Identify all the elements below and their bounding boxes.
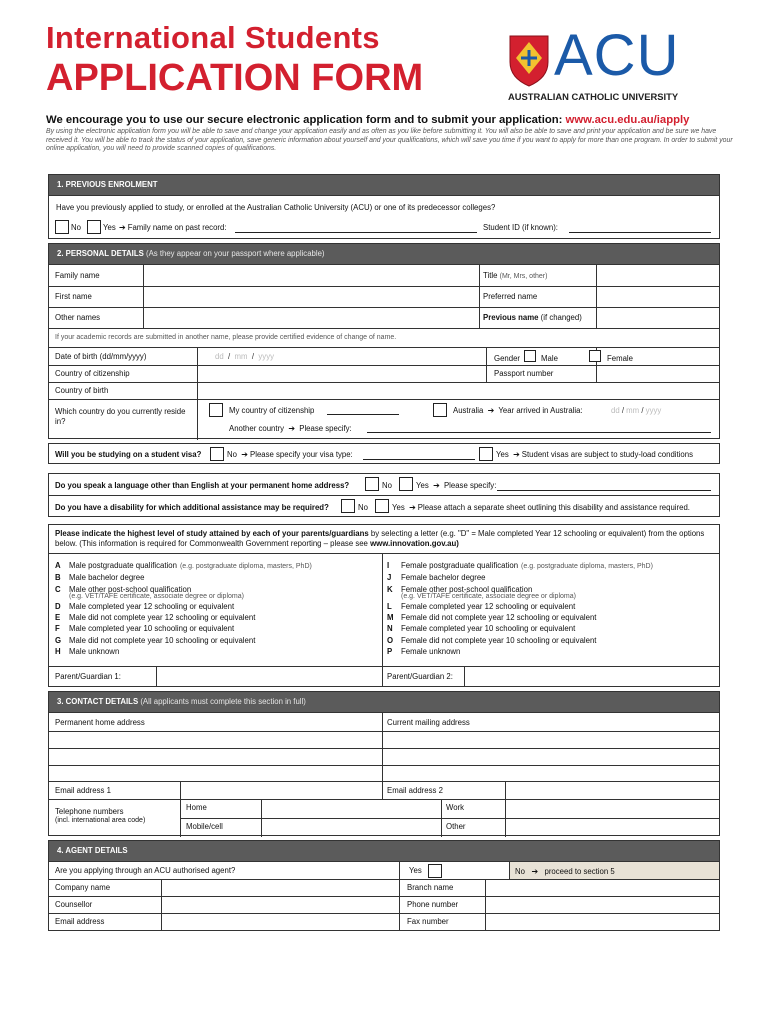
disability-no-label: No (358, 503, 368, 512)
citizenship-field[interactable] (199, 366, 485, 381)
female-option (387, 623, 713, 634)
first-name-label: First name (55, 292, 92, 301)
counsellor-field[interactable] (163, 897, 398, 912)
reside-australia-label: Australia ➔ Year arrived in Australia: (453, 406, 583, 415)
family-name-field[interactable] (145, 266, 478, 285)
telephone-label: Telephone numbers (55, 807, 124, 816)
male-option-text: Male other post-school qualification (69, 584, 192, 594)
reside-citizenship-field[interactable] (327, 414, 399, 415)
female-option-letter: I (387, 561, 390, 570)
parent2-field[interactable] (466, 667, 718, 685)
reside-question: Which country do you currently reside in? (55, 407, 186, 426)
female-option-letter: J (387, 573, 392, 583)
section1-body (48, 195, 720, 239)
language-specify-field[interactable] (497, 490, 711, 491)
section2-header (48, 243, 720, 265)
parents-url: www.innovation.gov.au) (370, 539, 459, 548)
dob-yyyy: yyyy (258, 352, 274, 361)
first-name-field[interactable] (145, 287, 478, 306)
reside-citizenship-checkbox[interactable] (209, 403, 223, 417)
disability-instructions: Please attach a separate sheet outlining this disability and assistance required. (417, 503, 690, 512)
family-name-past-record-label: ➔ Family name on past record: (119, 223, 227, 232)
female-option-text: Female unknown (401, 647, 461, 657)
section4-header (48, 840, 720, 862)
previous-name-text: Previous name (483, 313, 539, 322)
passport-label: Passport number (494, 369, 554, 378)
female-option-letter: O (387, 635, 394, 645)
another-country-label: Another country ➔ Please specify: (229, 424, 352, 433)
agent-email-label: Email address (55, 917, 105, 926)
female-option (387, 601, 713, 612)
home-phone-label: Home (186, 803, 207, 812)
female-option-letter: N (387, 624, 393, 634)
female-option-text: Female postgraduate qualification (401, 561, 519, 570)
visa-yes-checkbox[interactable] (479, 447, 493, 461)
encourage-text: We encourage you to use our secure electronic application form and to submit your application: (46, 114, 563, 126)
female-option-letter: K (387, 584, 393, 594)
language-no-checkbox[interactable] (365, 477, 379, 491)
visa-type-label: Please specify your visa type: (250, 450, 353, 459)
dob-field[interactable]: dd / mm / yyyy (215, 352, 274, 361)
records-note: If your academic records are submitted in another name, please provide certified evidence of change of name. (55, 334, 397, 341)
male-options-list (55, 560, 375, 657)
previous-name-hint: (if changed) (540, 313, 582, 322)
section1-header (48, 174, 720, 196)
male-option (55, 560, 375, 572)
other-phone-field[interactable] (507, 819, 718, 836)
visa-conditions-text: Student visas are subject to study-load conditions (521, 450, 693, 459)
year-arrived-label: Year arrived in Australia: (498, 406, 583, 415)
language-specify-label: Please specify: (443, 481, 497, 490)
gender-female-checkbox[interactable] (589, 350, 601, 362)
section1-yes-checkbox[interactable] (87, 220, 101, 234)
section1-no-checkbox[interactable] (55, 220, 69, 234)
language-yes-text: Yes (416, 481, 429, 490)
reside-citizenship-label: My country of citizenship (229, 406, 315, 415)
gender-female-label: Female (607, 354, 633, 363)
disability-yes-text: Yes (392, 503, 405, 512)
female-option (387, 560, 713, 572)
other-names-field[interactable] (145, 308, 478, 327)
male-option-text: Male completed year 12 schooling or equivalent (69, 601, 235, 611)
work-phone-field[interactable] (507, 800, 718, 817)
agent-email-field[interactable] (163, 914, 398, 929)
company-name-label: Company name (55, 883, 111, 892)
birth-country-label: Country of birth (55, 386, 109, 395)
disability-yes-label: Yes ➔ Please attach a separate sheet outlining this disability and assistance required. (392, 503, 690, 512)
male-option-letter: G (55, 635, 62, 645)
section2-title: 2. PERSONAL DETAILS (57, 249, 144, 258)
telephone-hint: (incl. international area code) (55, 817, 146, 824)
reside-australia-text: Australia (453, 406, 484, 415)
male-option (55, 635, 375, 646)
visa-type-field[interactable] (363, 459, 475, 460)
title-field[interactable] (598, 266, 718, 285)
visa-row (48, 443, 720, 464)
agent-yes-checkbox[interactable] (428, 864, 442, 878)
language-disability-rows (48, 473, 720, 517)
mobile-phone-label: Mobile/cell (186, 822, 223, 831)
another-country-field[interactable] (367, 432, 711, 433)
male-option-text: Male bachelor degree (69, 573, 145, 583)
parent1-label: Parent/Guardian 1: (55, 672, 121, 681)
other-names-label: Other names (55, 313, 101, 322)
male-option-letter: F (55, 624, 60, 634)
work-phone-label: Work (446, 803, 465, 812)
contact-grid (48, 712, 720, 836)
title-label-text: Title (483, 271, 498, 280)
female-option-text: Female other post-school qualification (401, 584, 533, 594)
female-option-letter: P (387, 647, 393, 657)
family-name-past-record-text: Family name on past record: (127, 223, 227, 232)
section1-title: 1. PREVIOUS ENROLMENT (57, 180, 158, 189)
acu-shield-icon (508, 32, 550, 88)
family-name-past-record-field[interactable] (235, 232, 477, 233)
previous-name-field[interactable] (598, 308, 718, 327)
male-option-text: Male did not complete year 10 schooling or equivalent (69, 635, 256, 645)
female-option (387, 635, 713, 646)
female-option-text: Female did not complete year 12 schooling or equivalent (401, 613, 597, 623)
preferred-name-label: Preferred name (483, 292, 538, 301)
another-country-specify: Please specify: (299, 424, 352, 433)
section4-title: 4. AGENT DETAILS (57, 846, 128, 855)
form-title-line1: International Students (46, 20, 380, 55)
title-label (483, 271, 547, 280)
female-option-hint: (e.g. postgraduate diploma, masters, PhD) (521, 563, 653, 570)
counsellor-label: Counsellor (55, 900, 93, 909)
dob-mm: mm (234, 352, 248, 361)
language-yes-checkbox[interactable] (399, 477, 413, 491)
visa-yes-label: Yes ➔ Student visas are subject to study-load conditions (496, 450, 693, 459)
language-question: Do you speak a language other than English at your permanent home address? (55, 481, 350, 490)
visa-no-checkbox[interactable] (210, 447, 224, 461)
female-option (387, 584, 713, 601)
family-name-label: Family name (55, 271, 100, 280)
mailing-address-field[interactable] (384, 732, 718, 781)
male-option-letter: E (55, 613, 61, 623)
acu-logo-text: ACU (554, 23, 680, 88)
passport-field[interactable] (598, 366, 718, 381)
permanent-address-field[interactable] (50, 732, 381, 781)
male-option (55, 572, 375, 583)
encourage-line (46, 114, 736, 126)
mobile-phone-field[interactable] (263, 819, 440, 836)
agent-grid (48, 861, 720, 931)
male-option-letter: A (55, 561, 61, 570)
email2-field[interactable] (507, 782, 718, 798)
email1-label: Email address 1 (55, 786, 111, 795)
language-no-label: No (382, 481, 392, 490)
male-option-hint: (e.g. postgraduate diploma, masters, PhD) (179, 563, 312, 570)
personal-details-grid (48, 264, 720, 439)
agent-fax-field[interactable] (487, 914, 718, 929)
section1-yes-label: Yes (103, 223, 116, 232)
dob-dd: dd (215, 352, 224, 361)
email1-field[interactable] (182, 782, 381, 798)
male-option-hint: (e.g. VET/TAFE certificate, associate degree or diploma) (69, 592, 244, 600)
agent-question: Are you applying through an ACU authorised agent? (55, 866, 236, 875)
another-country-text: Another country (229, 424, 285, 433)
visa-yes-text: Yes (496, 450, 509, 459)
visa-no-text: No (227, 450, 237, 459)
parent1-field[interactable] (158, 667, 381, 685)
female-option (387, 572, 713, 583)
female-option-text: Female did not complete year 10 schooling or equivalent (401, 635, 597, 645)
agent-no-label: No ➔ proceed to section 5 (515, 867, 615, 876)
email2-label: Email address 2 (387, 786, 443, 795)
male-option-text: Male did not complete year 12 schooling or equivalent (69, 613, 256, 623)
home-phone-field[interactable] (263, 800, 440, 817)
title-hint: (Mr, Mrs, other) (499, 273, 548, 280)
section3-title-note: (All applicants must complete this section in full) (140, 697, 306, 706)
female-option-letter: L (387, 601, 392, 611)
agent-no-instruction: proceed to section 5 (544, 867, 615, 876)
disability-no-checkbox[interactable] (341, 499, 355, 513)
section3-header (48, 691, 720, 713)
male-option (55, 584, 375, 601)
acu-logo (504, 23, 726, 106)
parents-block (48, 524, 720, 687)
language-yes-label: Yes ➔ Please specify: (416, 481, 497, 490)
section3-title: 3. CONTACT DETAILS (57, 697, 139, 706)
parent2-label: Parent/Guardian 2: (387, 672, 453, 681)
agent-fax-label: Fax number (407, 917, 449, 926)
female-option-text: Female bachelor degree (401, 573, 486, 583)
agent-no-text: No (515, 867, 525, 876)
parents-question-bold: Please indicate the highest level of study attained by each of your parents/guardians (55, 529, 369, 538)
male-option (55, 623, 375, 634)
male-option-letter: C (55, 584, 61, 594)
gender-male-label: Male (541, 354, 558, 363)
agent-phone-field[interactable] (487, 897, 718, 912)
citizenship-label: Country of citizenship (55, 369, 130, 378)
visa-no-label: No ➔ Please specify your visa type: (227, 450, 353, 459)
male-option-text: Male unknown (69, 647, 120, 657)
female-option (387, 612, 713, 623)
disability-question: Do you have a disability for which additional assistance may be required? (55, 503, 329, 512)
company-name-field[interactable] (163, 880, 398, 895)
other-phone-label: Other (446, 822, 466, 831)
male-option (55, 601, 375, 612)
male-option-letter: H (55, 647, 61, 657)
branch-name-field[interactable] (487, 880, 718, 895)
permanent-address-label: Permanent home address (55, 718, 145, 727)
branch-name-label: Branch name (407, 883, 454, 892)
agent-yes-label: Yes (409, 866, 422, 875)
section1-no-label: No (71, 223, 81, 232)
section2-title-note: (As they appear on your passport where applicable) (145, 249, 325, 258)
reside-australia-checkbox[interactable] (433, 403, 447, 417)
student-id-field[interactable] (569, 232, 711, 233)
dob-label: Date of birth (dd/mm/yyyy) (55, 352, 147, 361)
gender-label: Gender (494, 354, 521, 363)
female-option (387, 646, 713, 657)
student-id-label: Student ID (if known): (483, 223, 558, 232)
female-option-hint: (e.g. VET/TAFE certificate, associate degree or diploma) (401, 592, 576, 600)
male-option-text: Male postgraduate qualification (69, 561, 177, 570)
preferred-name-field[interactable] (598, 287, 718, 306)
female-option-letter: M (387, 613, 394, 623)
apply-link[interactable]: www.acu.edu.au/iapply (565, 114, 690, 126)
female-options-list (387, 560, 713, 657)
male-option-letter: B (55, 573, 61, 583)
gender-male-checkbox[interactable] (524, 350, 536, 362)
male-option-letter: D (55, 601, 61, 611)
parents-question (55, 529, 715, 549)
male-option (55, 612, 375, 623)
mailing-address-label: Current mailing address (387, 718, 470, 727)
parents-question-rest: by selecting a letter (e.g. "D" = Male completed Year 12 schooling or equivalent) from the options below. (This information is required for Commonwealth Government reporting – please see (55, 529, 705, 548)
section1-question: Have you previously applied to study, or enrolled at the Australian Catholic University (ACU) or one of its predecessor colleges? (56, 203, 496, 212)
female-option-text: Female completed year 12 schooling or equivalent (401, 601, 576, 611)
intro-text: By using the electronic application form you will be able to save and change your application easily and as often as you like before submitting it. You will also be able to save and print your application and be sure we have received it. You will be able to track the status of your application, save generic information about yourself and your qualifications, which will save you time if you want to apply for more than one program. In order to submit your online application, you will need to provide scanned copies of qualifications. (46, 128, 733, 153)
male-option-text: Male completed year 10 schooling or equivalent (69, 624, 235, 634)
male-option (55, 646, 375, 657)
visa-question: Will you be studying on a student visa? (55, 450, 202, 459)
previous-name-label (483, 313, 582, 322)
birth-country-field[interactable] (199, 383, 718, 398)
disability-yes-checkbox[interactable] (375, 499, 389, 513)
acu-logo-subtext: AUSTRALIAN CATHOLIC UNIVERSITY (508, 91, 679, 102)
agent-phone-label: Phone number (407, 900, 459, 909)
year-arrived-field[interactable]: dd / mm / yyyy (611, 406, 662, 415)
form-title-line2: APPLICATION FORM (46, 57, 424, 99)
female-option-text: Female completed year 10 schooling or equivalent (401, 624, 576, 634)
